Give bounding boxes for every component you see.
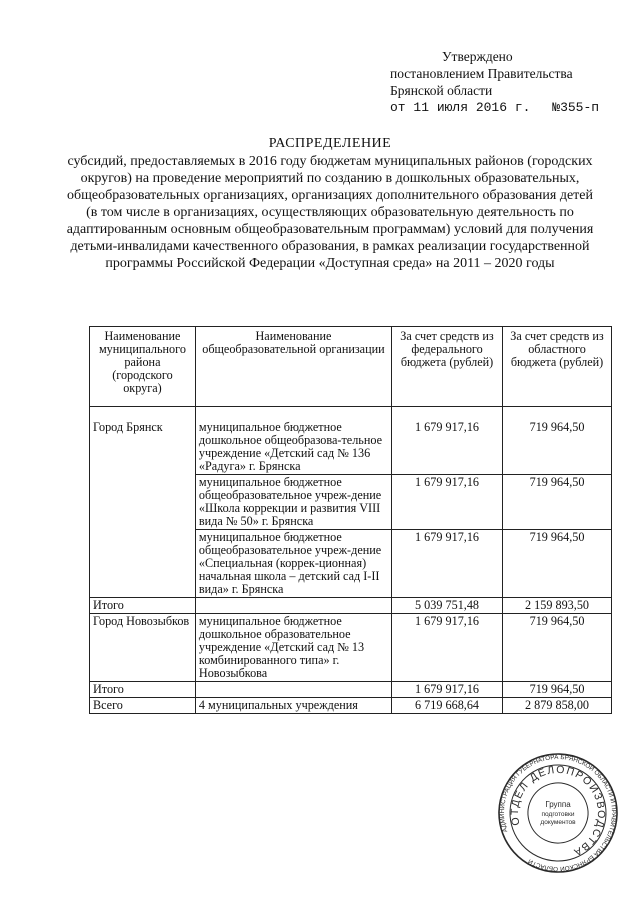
document-title: РАСПРЕДЕЛЕНИЕ xyxy=(268,136,392,151)
stamp-center-line2: подготовки xyxy=(541,811,575,818)
regional-cell: 2 879 858,00 xyxy=(503,698,612,714)
organization-cell: муниципальное бюджетное общеобразовательное учреж-дение «Специальная (коррек-ционная) начальная школа – детский сад I-II вида» г. Брянска xyxy=(195,530,391,598)
organization-cell: муниципальное бюджетное дошкольное общеобразова-тельное учреждение «Детский сад № 136 «Радуга» г. Брянска xyxy=(195,407,391,475)
header-organization: Наименование общеобразовательной организации xyxy=(195,327,391,407)
approval-line-region: Брянской области xyxy=(390,83,493,98)
organization-cell: 4 муниципальных учреждения xyxy=(195,698,391,714)
district-cell: Итого xyxy=(90,682,196,698)
federal-cell: 1 679 917,16 xyxy=(392,475,503,530)
organization-cell: муниципальное бюджетное дошкольное образовательное учреждение «Детский сад № 13 комбинированного типа» г. Новозыбкова xyxy=(195,614,391,682)
header-regional: За счет средств из областного бюджета (рублей) xyxy=(503,327,612,407)
subtotal-row xyxy=(90,682,612,698)
organization-cell xyxy=(195,598,391,614)
organization-cell: муниципальное бюджетное общеобразовательное учреж-дение «Школа коррекции и развития VIII вида № 50» г. Брянска xyxy=(195,475,391,530)
approval-number: №355-п xyxy=(552,100,600,115)
regional-cell: 2 159 893,50 xyxy=(503,598,612,614)
stamp-center xyxy=(540,800,576,826)
header-district: Наименование муниципального района (городского округа) xyxy=(90,327,196,407)
distribution-table xyxy=(89,326,612,714)
regional-cell: 719 964,50 xyxy=(503,530,612,598)
district-cell: Город Новозыбков xyxy=(90,614,196,682)
stamp-ring-text: АДМИНИСТРАЦИЯ ГУБЕРНАТОРА БРЯНСКОЙ ОБЛАСТИ И ПРАВИТЕЛЬСТВА БРЯНСКОЙ ОБЛАСТИ xyxy=(498,753,618,873)
district-cell: Итого xyxy=(90,598,196,614)
approval-date-prefix: от xyxy=(390,100,406,115)
stamp-dept-text: ОТДЕЛ ДЕЛОПРОИЗВОДСТВА xyxy=(508,763,608,859)
approval-block xyxy=(390,48,635,116)
office-stamp xyxy=(497,752,619,874)
district-cell: Город Брянск xyxy=(90,407,196,598)
federal-cell: 5 039 751,48 xyxy=(392,598,503,614)
table-row xyxy=(90,407,612,475)
regional-cell: 719 964,50 xyxy=(503,475,612,530)
approval-date: 11 июля 2016 г. xyxy=(413,100,531,115)
approval-line-resolution: постановлением Правительства xyxy=(390,66,573,81)
approval-title: Утверждено xyxy=(442,49,513,64)
document-description: субсидий, предоставляемых в 2016 году бюджетам муниципальных районов (городских округов) на проведение мероприятий по созданию в дошкольных образовательных, общеобразовательных организациях, организациях дополнительного образования детей (в том числе в организациях, осуществляющих образовательную деятельность по адаптированным основным общеобразовательным программам) условий для получения детьми-инвалидами качественного образования, в рамках реализации государственной программы Российской Федерации «Доступная среда» на 2011 – 2020 годы xyxy=(66,154,594,271)
federal-cell: 1 679 917,16 xyxy=(392,530,503,598)
federal-cell: 1 679 917,16 xyxy=(392,682,503,698)
approval-date-line xyxy=(390,99,635,116)
stamp-center-line1: Группа xyxy=(545,800,571,809)
table-header-row xyxy=(90,327,612,407)
organization-cell xyxy=(195,682,391,698)
regional-cell: 719 964,50 xyxy=(503,407,612,475)
district-cell: Всего xyxy=(90,698,196,714)
regional-cell: 719 964,50 xyxy=(503,614,612,682)
federal-cell: 6 719 668,64 xyxy=(392,698,503,714)
total-row xyxy=(90,698,612,714)
stamp-center-line3: документов xyxy=(540,819,576,826)
federal-cell: 1 679 917,16 xyxy=(392,407,503,475)
regional-cell: 719 964,50 xyxy=(503,682,612,698)
subtotal-row xyxy=(90,598,612,614)
table-row xyxy=(90,614,612,682)
document-heading xyxy=(60,135,600,272)
header-federal: За счет средств из федерального бюджета (рублей) xyxy=(392,327,503,407)
federal-cell: 1 679 917,16 xyxy=(392,614,503,682)
